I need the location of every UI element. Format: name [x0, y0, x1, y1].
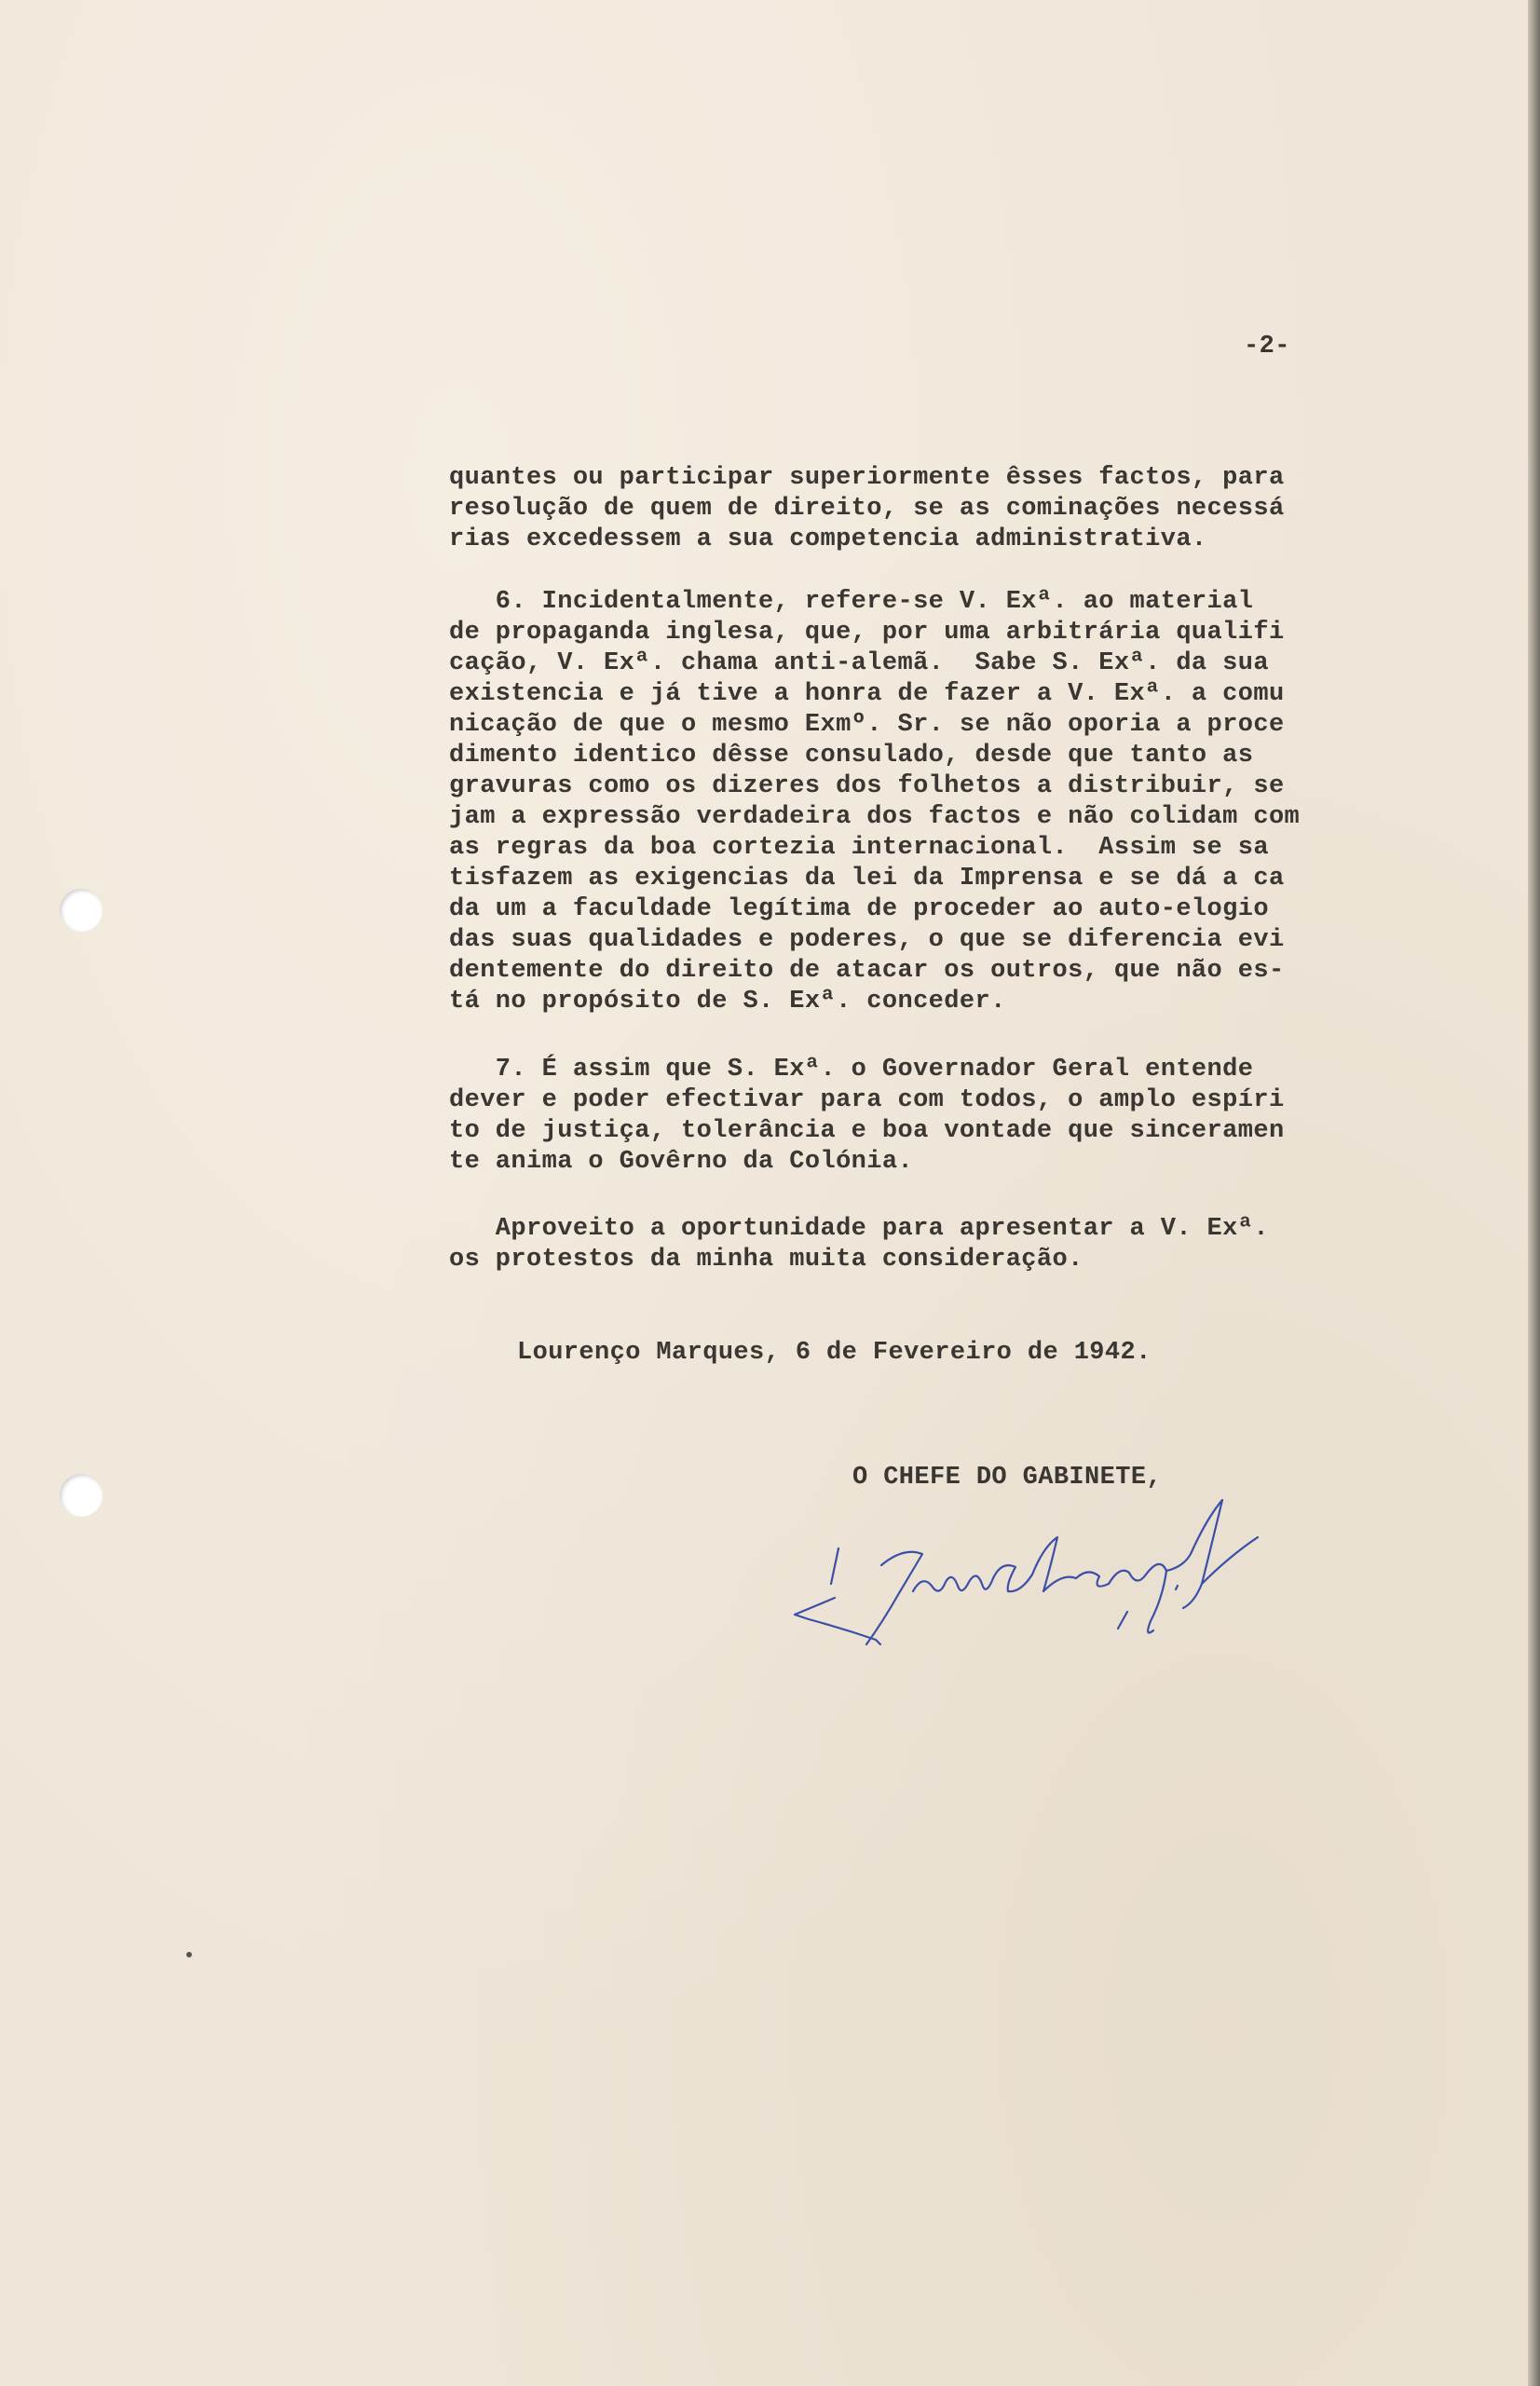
page-edge-shadow [1528, 0, 1540, 2386]
closing-paragraph: Aproveito a oportunidade para apresentar a V. Exª. os protestos da minha muita consideração. [449, 1215, 1269, 1274]
paragraph-continuation: quantes ou participar superiormente êsses factos, para resolução de quem de direito, se as cominações necessá rias excedessem a sua competencia administrativa. [449, 464, 1285, 553]
place-and-date: Lourenço Marques, 6 de Fevereiro de 1942. [517, 1339, 1152, 1367]
page-number: -2- [1244, 333, 1290, 361]
punch-hole-bottom [60, 1474, 102, 1517]
punch-hole-top [60, 889, 102, 932]
paragraph-7-justice: 7. É assim que S. Exª. o Governador Geral entende dever e poder efectivar para com todos, o amplo espíri to de justiça, tolerância e boa vontade que sinceramen te anima o Govêrno da Colónia. [449, 1056, 1285, 1176]
signatory-title: O CHEFE DO GABINETE, [852, 1464, 1163, 1492]
handwritten-signature [792, 1481, 1314, 1668]
paragraph-6-propaganda: 6. Incidentalmente, refere-se V. Exª. ao material de propaganda inglesa, que, por uma arbitrária qualifi cação, V. Exª. chama anti-alemã. Sabe S. Exª. da sua existencia e já tive a honra de fazer a V. Exª. a comu nicação de que o mesmo Exmº. Sr. se não oporia a proce dimento identico dêsse consulado, desde que tanto as gravuras como os dizeres dos folhetos a distribuir, se jam a expressão verdadeira dos factos e não colidam com as regras da boa cortezia internacional. Assim se sa tisfazem as exigencias da lei da Imprensa e se dá a ca da um a faculdade legítima de proceder ao auto-elogio das suas qualidades e poderes, o que se diferencia evi dentemente do direito de atacar os outros, que não es- tá no propósito de S. Exª. conceder. [449, 588, 1301, 1016]
stray-ink-mark [186, 1952, 192, 1957]
